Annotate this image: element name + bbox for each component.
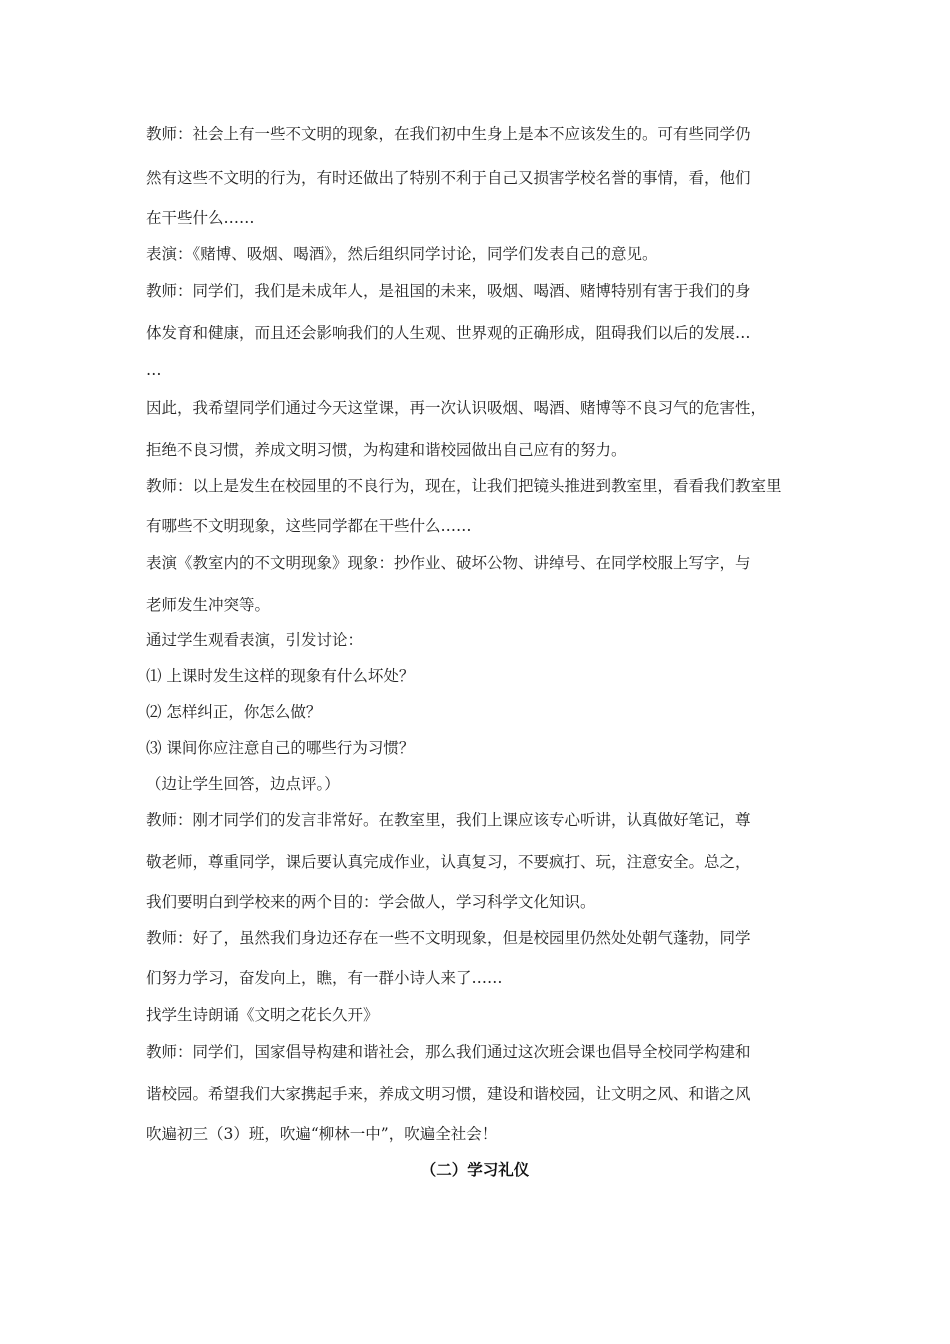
paragraph-line: 谐校园。希望我们大家携起手来，养成文明习惯，建设和谐校园，让文明之风、和谐之风 xyxy=(146,1085,751,1103)
paragraph-line: 拒绝不良习惯，养成文明习惯，为构建和谐校园做出自己应有的努力。 xyxy=(146,441,627,459)
paragraph-line: 有哪些不文明现象，这些同学都在干些什么…… xyxy=(146,517,472,535)
paragraph-line: 老师发生冲突等。 xyxy=(146,596,271,614)
paragraph-line: 教师：社会上有一些不文明的现象，在我们初中生身上是本不应该发生的。可有些同学仍 xyxy=(146,125,751,143)
paragraph-line: 教师：同学们，我们是未成年人，是祖国的未来，吸烟、喝酒、赌博特别有害于我们的身 xyxy=(146,282,751,300)
paragraph-line: 我们要明白到学校来的两个目的：学会做人，学习科学文化知识。 xyxy=(146,893,596,911)
paragraph-line: 在干些什么…… xyxy=(146,209,255,227)
list-item: ⑴ 上课时发生这样的现象有什么坏处？ xyxy=(146,667,415,685)
paragraph-line: 然有这些不文明的行为，有时还做出了特别不利于自己又损害学校名誉的事情，看，他们 xyxy=(146,169,751,187)
paragraph-line: 教师：刚才同学们的发言非常好。在教室里，我们上课应该专心听讲，认真做好笔记，尊 xyxy=(146,811,751,829)
paragraph-line: 通过学生观看表演，引发讨论： xyxy=(146,631,364,649)
paragraph-line: 教师：以上是发生在校园里的不良行为，现在，让我们把镜头推进到教室里，看看我们教室里 xyxy=(146,477,782,495)
paragraph-line: 敬老师，尊重同学，课后要认真完成作业，认真复习，不要疯打、玩，注意安全。总之， xyxy=(146,853,751,871)
paragraph-line: 体发育和健康，而且还会影响我们的人生观、世界观的正确形成，阻碍我们以后的发展… xyxy=(146,324,751,342)
list-item: ⑶ 课间你应注意自己的哪些行为习惯？ xyxy=(146,739,415,757)
section-heading: （二）学习礼仪 xyxy=(420,1161,530,1179)
paragraph-line: 教师：好了，虽然我们身边还存在一些不文明现象，但是校园里仍然处处朝气蓬勃，同学 xyxy=(146,929,751,947)
paragraph-line: … xyxy=(146,361,162,379)
paragraph-line: 教师：同学们，国家倡导构建和谐社会，那么我们通过这次班会课也倡导全校同学构建和 xyxy=(146,1043,751,1061)
paragraph-line: 们努力学习，奋发向上，瞧，有一群小诗人来了…… xyxy=(146,969,503,987)
paragraph-line: 表演《教室内的不文明现象》现象：抄作业、破坏公物、讲绰号、在同学校服上写字，与 xyxy=(146,554,751,572)
paragraph-line: 吹遍初三（3）班，吹遍“柳林一中”，吹遍全社会！ xyxy=(146,1125,498,1143)
paragraph-line: 找学生诗朗诵《文明之花长久开》 xyxy=(146,1006,379,1024)
list-item: ⑵ 怎样纠正，你怎么做？ xyxy=(146,703,322,721)
paragraph-line: （边让学生回答，边点评。） xyxy=(146,775,340,793)
paragraph-line: 因此，我希望同学们通过今天这堂课，再一次认识吸烟、喝酒、赌博等不良习气的危害性， xyxy=(146,399,767,417)
paragraph-line: 表演：《赌博、吸烟、喝酒》，然后组织同学讨论，同学们发表自己的意见。 xyxy=(146,245,658,263)
